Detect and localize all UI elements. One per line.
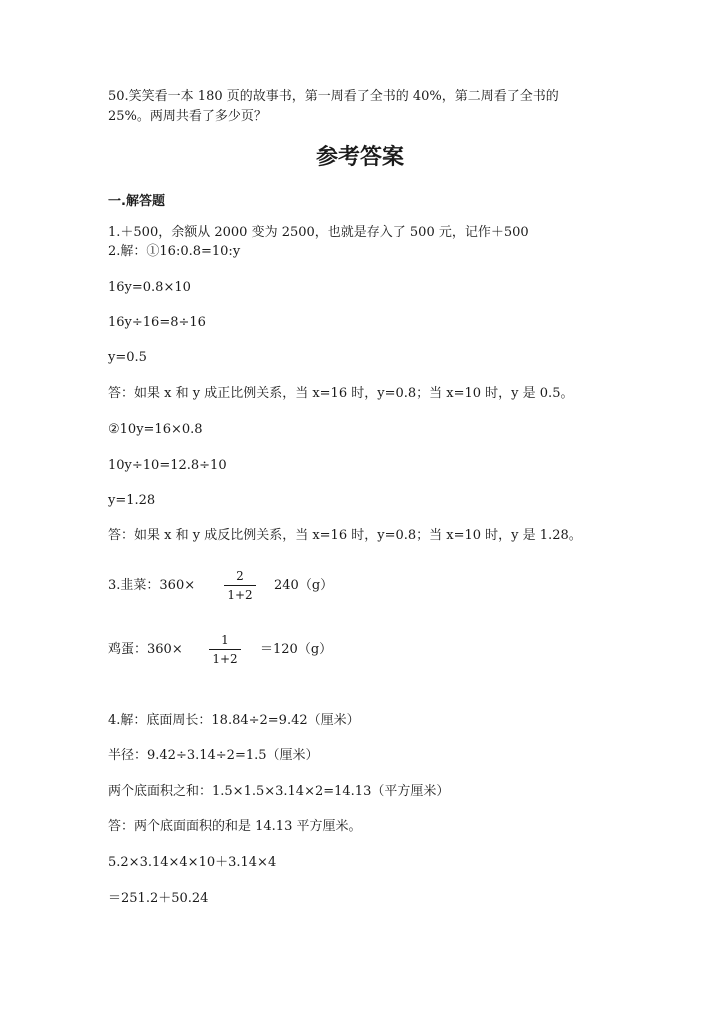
answer-title: 参考答案 — [315, 144, 404, 170]
answer-2-part-2: ②10y=16×0.8 — [108, 422, 203, 437]
answer-3-egg-result: ＝120（g） — [260, 642, 333, 657]
fraction-numerator: 2 — [236, 569, 244, 583]
question-line-2: 25%。两周共看了多少页？ — [108, 109, 267, 124]
answer-4-conclusion: 答：两个底面面积的和是 14.13 平方厘米。 — [108, 819, 362, 834]
answer-3-leek-prefix: 3.韭菜：360× — [108, 578, 196, 593]
fraction-bar — [209, 649, 241, 650]
answer-5-step-1: 5.2×3.14×4×10＋3.14×4 — [108, 855, 277, 870]
answer-2-step-3: y=0.5 — [108, 350, 147, 365]
section-heading: 一.解答题 — [108, 194, 165, 209]
answer-4-step-1: 4.解：底面周长：18.84÷2=9.42（厘米） — [108, 713, 360, 728]
answer-4-step-3: 两个底面积之和：1.5×1.5×3.14×2=14.13（平方厘米） — [108, 784, 450, 799]
answer-3-egg-fraction — [209, 632, 241, 667]
fraction-denominator: 1+2 — [227, 588, 253, 602]
answer-3-leek-fraction — [224, 568, 256, 603]
answer-1: 1.＋500，余额从 2000 变为 2500，也就是存入了 500 元，记作＋500 — [108, 225, 529, 240]
answer-2-step-4: 10y÷10=12.8÷10 — [108, 458, 227, 473]
answer-2-step-5: y=1.28 — [108, 493, 156, 508]
answer-3-leek-result: 240（g） — [274, 578, 334, 593]
answer-2-step-1: 16y=0.8×10 — [108, 280, 191, 295]
fraction-numerator: 1 — [221, 633, 229, 647]
answer-5-step-2: ＝251.2＋50.24 — [108, 891, 209, 906]
answer-2-conclusion-2: 答：如果 x 和 y 成反比例关系，当 x=16 时，y=0.8；当 x=10 时，y 是 1.28。 — [108, 528, 582, 543]
question-line-1: 50.笑笑看一本 180 页的故事书，第一周看了全书的 40%，第二周看了全书的 — [108, 89, 559, 104]
answer-3-egg-prefix: 鸡蛋：360× — [108, 642, 183, 657]
fraction-denominator: 1+2 — [212, 652, 238, 666]
answer-2-step-2: 16y÷16=8÷16 — [108, 315, 206, 330]
fraction-bar — [224, 585, 256, 586]
answer-2-conclusion-1: 答：如果 x 和 y 成正比例关系，当 x=16 时，y=0.8；当 x=10 时，y 是 0.5。 — [108, 386, 574, 401]
answer-2-intro: 2.解：①16:0.8=10:y — [108, 244, 241, 259]
answer-4-step-2: 半径：9.42÷3.14÷2=1.5（厘米） — [108, 748, 319, 763]
